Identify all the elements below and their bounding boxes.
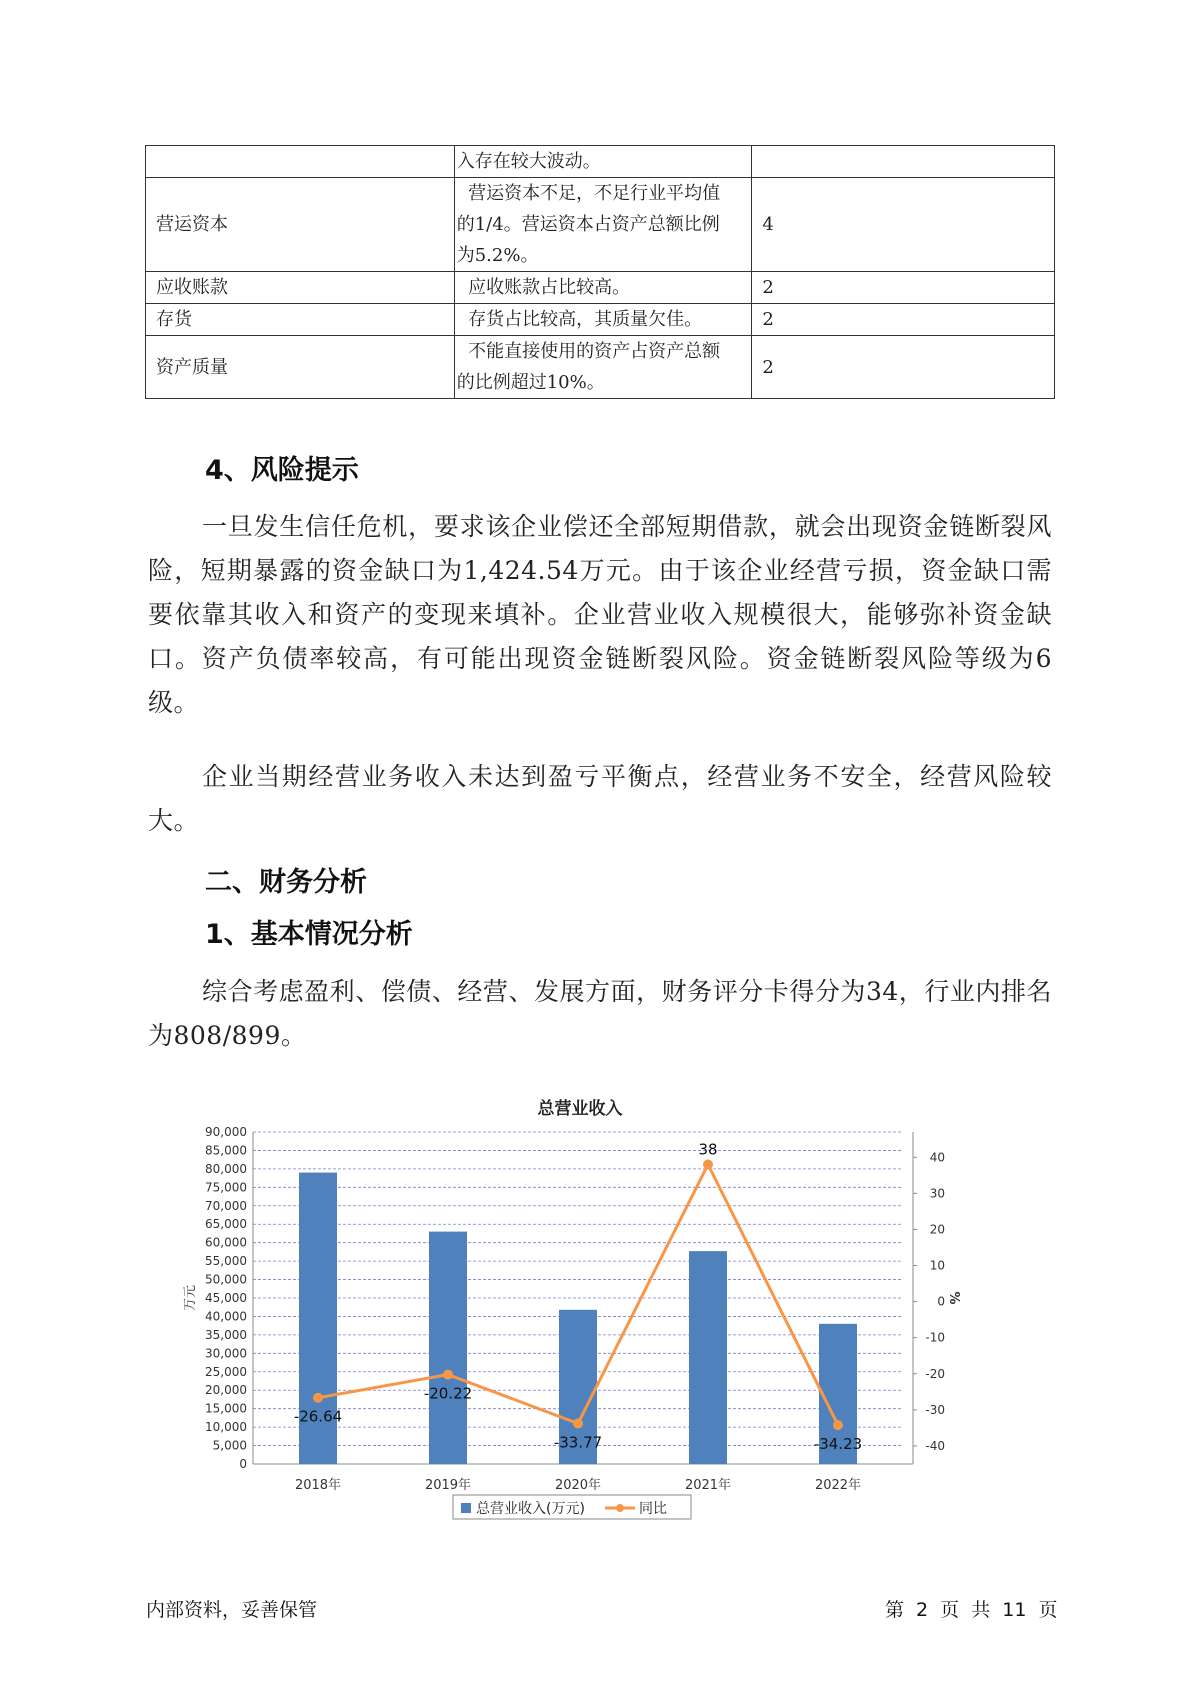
risk-table-container [145, 145, 1055, 399]
y-tick-label: 10,000 [205, 1420, 247, 1435]
description-line: 入存在较大波动。 [456, 151, 601, 172]
y-tick-label: 80,000 [205, 1161, 247, 1176]
legend-bar-label: 总营业收入(万元) [476, 1501, 585, 1517]
y2-tick-label: 20 [929, 1222, 945, 1237]
description-line: 存货占比较高，其质量欠佳。 [456, 309, 703, 330]
x-tick-label: 2022年 [814, 1478, 862, 1493]
y-tick-label: 65,000 [205, 1217, 247, 1232]
description-line: 不能直接使用的资产占资产总额 [456, 341, 721, 362]
table-cell-description [454, 178, 752, 272]
legend-line-marker [616, 1504, 624, 1512]
y2-tick-label: 40 [929, 1150, 945, 1165]
y-tick-label: 15,000 [205, 1401, 247, 1416]
x-tick-label: 2020年 [554, 1478, 602, 1493]
yoy-data-label: -26.64 [293, 1407, 343, 1426]
footer-confidential: 内部资料，妥善保管 [146, 1599, 318, 1621]
y-tick-label: 75,000 [205, 1180, 247, 1195]
y-tick-label: 40,000 [205, 1309, 247, 1324]
yoy-point [443, 1370, 453, 1380]
y-tick-label: 70,000 [205, 1198, 247, 1213]
description-line: 应收账款占比较高。 [456, 277, 631, 298]
x-tick-label: 2021年 [684, 1478, 732, 1493]
table-cell-description [454, 336, 752, 399]
y2-axis-label: % [946, 1291, 961, 1305]
table-cell-item: 应收账款 [146, 272, 455, 304]
y-tick-label: 5,000 [212, 1438, 247, 1453]
revenue-bar [429, 1232, 467, 1464]
section-title-financial: 二、财务分析 [205, 867, 367, 898]
table-cell-item: 存货 [146, 304, 455, 336]
description-line: 的1/4。营运资本占资产总额比例 [456, 214, 720, 235]
y-tick-label: 90,000 [205, 1125, 247, 1139]
y2-tick-label: -20 [925, 1366, 945, 1381]
description-line: 营运资本不足，不足行业平均值 [456, 183, 721, 204]
table-cell-description [454, 304, 752, 336]
table-cell-item: 资产质量 [146, 336, 455, 399]
table-cell-item [146, 146, 455, 178]
table-cell-score: 2 [752, 336, 1055, 399]
y2-tick-label: 10 [929, 1258, 945, 1273]
y-tick-label: 35,000 [205, 1327, 247, 1342]
y2-tick-label: -30 [925, 1402, 945, 1417]
section-title-basic: 1、基本情况分析 [205, 919, 413, 950]
table-row [146, 178, 1055, 272]
table-row [146, 304, 1055, 336]
description-line: 为5.2%。 [456, 245, 539, 266]
table-cell-score [752, 146, 1055, 178]
legend-line-label: 同比 [639, 1501, 667, 1517]
table-cell-score: 2 [752, 304, 1055, 336]
yoy-data-label: -33.77 [553, 1433, 603, 1452]
y2-tick-label: -40 [925, 1438, 945, 1453]
table-cell-description [454, 146, 752, 178]
y-tick-label: 50,000 [205, 1272, 247, 1287]
table-cell-score: 2 [752, 272, 1055, 304]
yoy-point [573, 1418, 583, 1428]
legend-bar-swatch [461, 1503, 471, 1513]
revenue-chart [180, 1082, 980, 1542]
y2-tick-label: -10 [925, 1330, 945, 1345]
y-tick-label: 0 [239, 1457, 247, 1471]
yoy-data-label: -20.22 [423, 1384, 473, 1403]
description-line: 的比例超过10%。 [456, 372, 605, 393]
footer-page-number: 第 2 页 共 11 页 [885, 1599, 1058, 1621]
y-tick-label: 30,000 [205, 1346, 247, 1361]
revenue-bar [689, 1251, 727, 1464]
yoy-point [313, 1393, 323, 1403]
y2-tick-label: 30 [929, 1186, 945, 1201]
x-tick-label: 2019年 [424, 1478, 472, 1493]
yoy-data-label: 38 [698, 1140, 718, 1159]
chart-title: 总营业收入 [537, 1099, 623, 1119]
x-tick-label: 2018年 [294, 1478, 342, 1493]
y-tick-label: 25,000 [205, 1364, 247, 1379]
table-row [146, 146, 1055, 178]
yoy-data-label: -34.23 [813, 1435, 863, 1454]
risk-table [145, 145, 1055, 399]
yoy-point [703, 1159, 713, 1169]
revenue-chart-svg [180, 1082, 980, 1542]
yoy-point [833, 1420, 843, 1430]
y-tick-label: 45,000 [205, 1291, 247, 1305]
y-tick-label: 85,000 [205, 1143, 247, 1158]
table-row [146, 272, 1055, 304]
table-cell-item: 营运资本 [146, 178, 455, 272]
basic-paragraph: 综合考虑盈利、偿债、经营、发展方面，财务评分卡得分为34，行业内排名为808/899。 [148, 977, 1052, 1050]
y-tick-label: 60,000 [205, 1235, 247, 1250]
section-title-risk: 4、风险提示 [205, 455, 359, 486]
table-row [146, 336, 1055, 399]
y-axis-label: 万元 [183, 1284, 198, 1312]
y2-tick-label: 0 [937, 1294, 945, 1309]
y-tick-label: 55,000 [205, 1254, 247, 1269]
risk-paragraph-2: 企业当期经营业务收入未达到盈亏平衡点，经营业务不安全，经营风险较大。 [148, 762, 1052, 835]
risk-paragraph-1: 一旦发生信任危机，要求该企业偿还全部短期借款，就会出现资金链断裂风险，短期暴露的资金缺口为1,424.54万元。由于该企业经营亏损，资金缺口需要依靠其收入和资产的变现来填补。企业营业收入规模很大，能够弥补资金缺口。资产负债率较高，有可能出现资金链断裂风险。资金链断裂风险等级为6级。 [148, 512, 1052, 717]
y-tick-label: 20,000 [205, 1383, 247, 1398]
table-cell-description [454, 272, 752, 304]
table-cell-score: 4 [752, 178, 1055, 272]
